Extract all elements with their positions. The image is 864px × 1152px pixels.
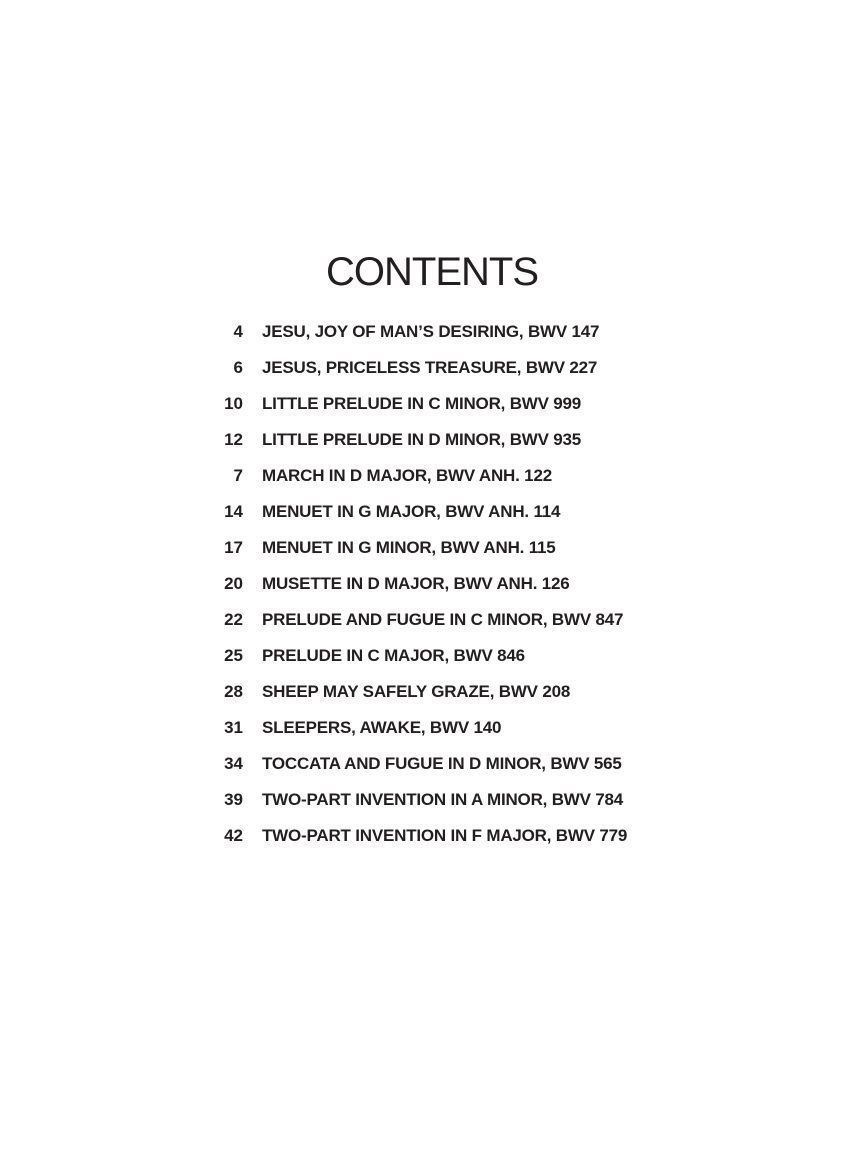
- toc-page-number: 6: [233, 358, 243, 377]
- toc-page-number: 25: [224, 646, 243, 665]
- toc-entry-title: PRELUDE AND FUGUE IN C MINOR, BWV 847: [262, 610, 624, 629]
- toc-entry-title: SLEEPERS, AWAKE, BWV 140: [262, 718, 502, 737]
- toc-entry-title: LITTLE PRELUDE IN D MINOR, BWV 935: [262, 430, 582, 449]
- toc-entry-title: MENUET IN G MINOR, BWV ANH. 115: [262, 538, 556, 557]
- contents-list: [200, 314, 800, 854]
- toc-entry-title: JESUS, PRICELESS TREASURE, BWV 227: [262, 358, 598, 377]
- toc-entry-title: TWO-PART INVENTION IN A MINOR, BWV 784: [262, 790, 624, 809]
- page-title: CONTENTS: [326, 250, 538, 294]
- toc-entry[interactable]: [200, 350, 800, 386]
- toc-entry-title: MUSETTE IN D MAJOR, BWV ANH. 126: [262, 574, 570, 593]
- toc-entry[interactable]: [200, 422, 800, 458]
- toc-entry[interactable]: [200, 494, 800, 530]
- toc-entry[interactable]: [200, 386, 800, 422]
- toc-entry[interactable]: [200, 530, 800, 566]
- toc-page-number: 4: [233, 322, 243, 341]
- toc-page-number: 12: [224, 430, 243, 449]
- toc-entry[interactable]: [200, 746, 800, 782]
- toc-page-number: 39: [224, 790, 243, 809]
- toc-page-number: 20: [224, 574, 243, 593]
- toc-entry[interactable]: [200, 674, 800, 710]
- toc-entry-title: TWO-PART INVENTION IN F MAJOR, BWV 779: [262, 826, 628, 845]
- toc-page-number: 7: [233, 466, 243, 485]
- toc-page-number: 31: [224, 718, 243, 737]
- toc-entry[interactable]: [200, 638, 800, 674]
- toc-entry-title: SHEEP MAY SAFELY GRAZE, BWV 208: [262, 682, 571, 701]
- toc-page-number: 42: [224, 826, 243, 845]
- toc-page-number: 10: [224, 394, 243, 413]
- toc-entry[interactable]: [200, 314, 800, 350]
- toc-entry[interactable]: [200, 458, 800, 494]
- toc-entry[interactable]: [200, 818, 800, 854]
- toc-entry[interactable]: [200, 566, 800, 602]
- toc-entry[interactable]: [200, 782, 800, 818]
- toc-entry-title: MENUET IN G MAJOR, BWV ANH. 114: [262, 502, 561, 521]
- toc-entry-title: TOCCATA AND FUGUE IN D MINOR, BWV 565: [262, 754, 622, 773]
- toc-page-number: 14: [224, 502, 243, 521]
- toc-page-number: 17: [224, 538, 243, 557]
- toc-entry-title: PRELUDE IN C MAJOR, BWV 846: [262, 646, 525, 665]
- toc-entry[interactable]: [200, 602, 800, 638]
- toc-page-number: 28: [224, 682, 243, 701]
- toc-entry[interactable]: [200, 710, 800, 746]
- toc-entry-title: JESU, JOY OF MAN’S DESIRING, BWV 147: [262, 322, 600, 341]
- toc-entry-title: MARCH IN D MAJOR, BWV ANH. 122: [262, 466, 552, 485]
- toc-page-number: 22: [224, 610, 243, 629]
- toc-page-number: 34: [224, 754, 243, 773]
- toc-entry-title: LITTLE PRELUDE IN C MINOR, BWV 999: [262, 394, 582, 413]
